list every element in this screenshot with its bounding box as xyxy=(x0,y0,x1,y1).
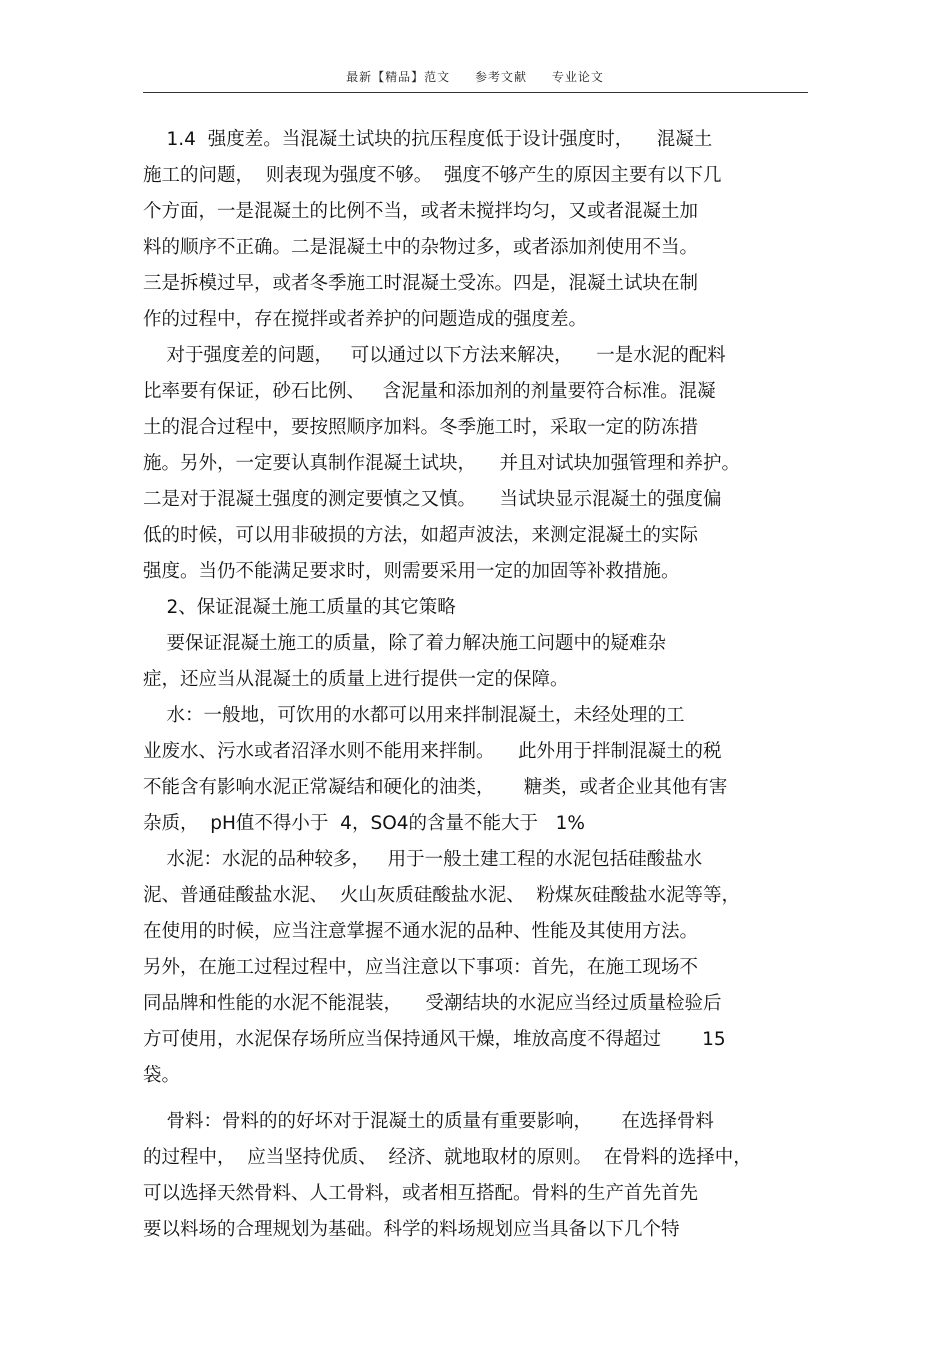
header-item-cankao: 参考文献 xyxy=(474,70,527,84)
text-line: 土的混合过程中，要按照顺序加料。冬季施工时，采取一定的防冻措 xyxy=(143,417,699,438)
text-line: 要以料场的合理规划为基础。科学的料场规划应当具备以下几个特 xyxy=(143,1219,680,1240)
header-item-lunwen: 专业论文 xyxy=(551,70,604,84)
text-line: 对于强度差的问题， 可以通过以下方法来解决， 一是水泥的配料 xyxy=(143,345,726,366)
text-line: 料的顺序不正确。二是混凝土中的杂物过多，或者添加剂使用不当。 xyxy=(143,237,699,258)
text-line: 作的过程中，存在搅拌或者养护的问题造成的强度差。 xyxy=(143,309,588,330)
text-line: 水：一般地，可饮用的水都可以用来拌制混凝土，未经处理的工 xyxy=(143,705,685,726)
text-line: 施。另外，一定要认真制作混凝土试块， 并且对试块加强管理和养护。 xyxy=(143,453,741,474)
text-line: 强度。当仍不能满足要求时，则需要采用一定的加固等补救措施。 xyxy=(143,561,680,582)
header-divider xyxy=(143,92,808,93)
document-body xyxy=(143,122,808,1248)
text-line: 二是对于混凝土强度的测定要慎之又慎。 当试块显示混凝土的强度偏 xyxy=(143,489,722,510)
text-line: 施工的问题， 则表现为强度不够。 强度不够产生的原因主要有以下几 xyxy=(143,165,722,186)
text-line: 袋。 xyxy=(143,1065,181,1086)
text-line: 三是拆模过早，或者冬季施工时混凝土受冻。四是，混凝土试块在制 xyxy=(143,273,699,294)
text-line: 可以选择天然骨料、人工骨料，或者相互搭配。骨料的生产首先首先 xyxy=(143,1183,699,1204)
text-line: 杂质， pH值不得小于 4，SO4的含量不能大于 1% xyxy=(143,813,586,834)
text-line: 骨料：骨料的的好坏对于混凝土的质量有重要影响， 在选择骨料 xyxy=(143,1111,714,1132)
text-line: 个方面，一是混凝土的比例不当，或者未搅拌均匀，又或者混凝土加 xyxy=(143,201,699,222)
text-line: 比率要有保证，砂石比例、 含泥量和添加剂的剂量要符合标准。混凝 xyxy=(143,381,716,402)
page-header xyxy=(0,68,950,85)
text-line: 不能含有影响水泥正常凝结和硬化的油类， 糖类，或者企业其他有害 xyxy=(143,777,728,798)
text-line: 方可使用，水泥保存场所应当保持通风干燥，堆放高度不得超过 15 xyxy=(143,1029,726,1050)
text-line: 泥、普通硅酸盐水泥、 火山灰质硅酸盐水泥、 粉煤灰硅酸盐水泥等等， xyxy=(143,885,741,906)
text-line: 的过程中， 应当坚持优质、 经济、就地取材的原则。 在骨料的选择中， xyxy=(143,1147,752,1168)
text-line: 要保证混凝土施工的质量，除了着力解决施工问题中的疑难杂 xyxy=(143,633,667,654)
text-line: 在使用的时候，应当注意掌握不通水泥的品种、性能及其使用方法。 xyxy=(143,921,699,942)
text-line: 水泥：水泥的品种较多， 用于一般土建工程的水泥包括硅酸盐水 xyxy=(143,849,703,870)
text-line: 同品牌和性能的水泥不能混装， 受潮结块的水泥应当经过质量检验后 xyxy=(143,993,722,1014)
text-line: 症，还应当从混凝土的质量上进行提供一定的保障。 xyxy=(143,669,569,690)
text-line: 业废水、污水或者沼泽水则不能用来拌制。 此外用于拌制混凝土的税 xyxy=(143,741,722,762)
text-line: 1.4 强度差。当混凝土试块的抗压程度低于设计强度时， 混凝土 xyxy=(143,129,713,150)
section-heading: 2、保证混凝土施工质量的其它策略 xyxy=(143,597,456,618)
text-line: 低的时候，可以用非破损的方法，如超声波法，来测定混凝土的实际 xyxy=(143,525,699,546)
header-item-fanwen: 最新【精品】范文 xyxy=(346,70,451,84)
text-line: 另外，在施工过程过程中，应当注意以下事项：首先，在施工现场不 xyxy=(143,957,699,978)
